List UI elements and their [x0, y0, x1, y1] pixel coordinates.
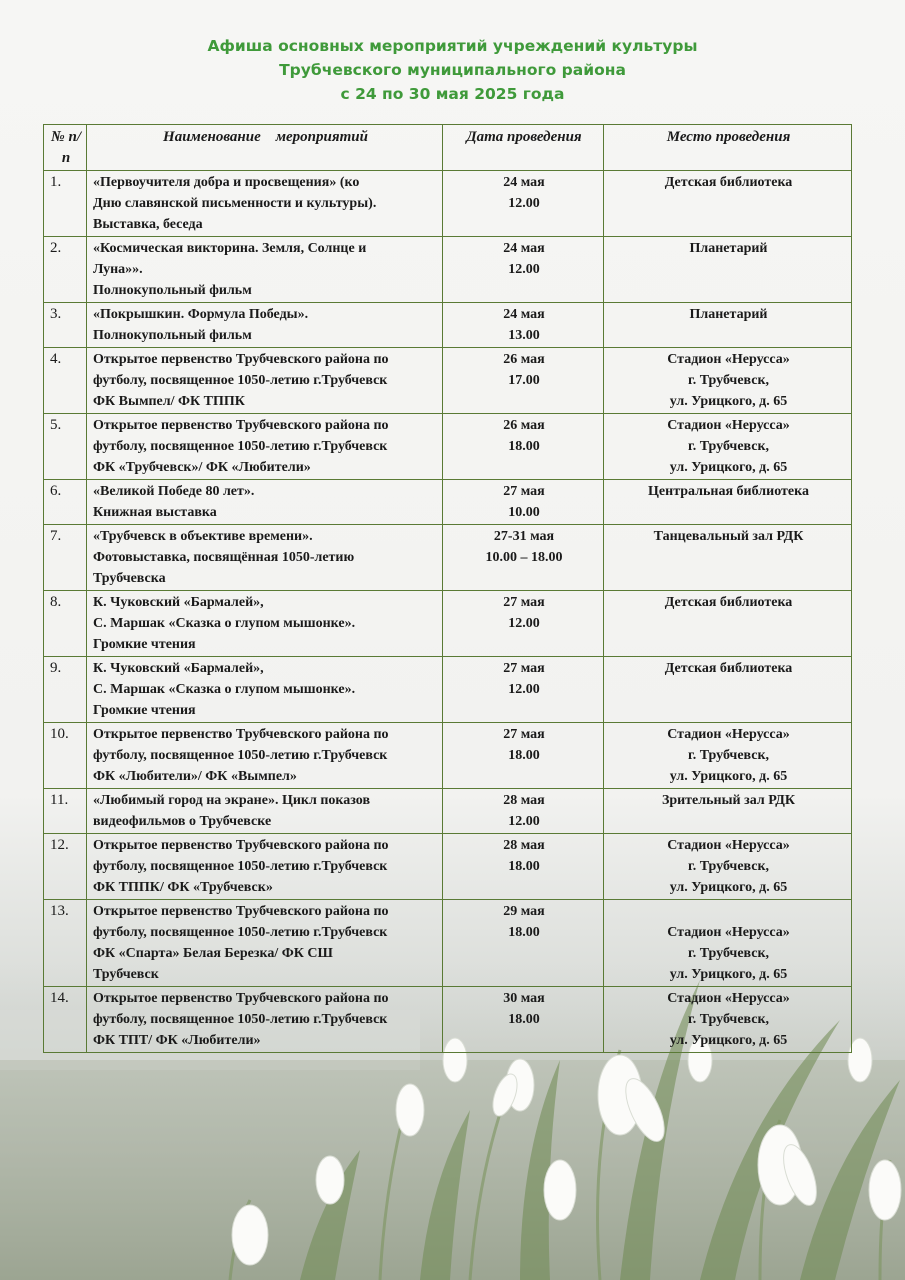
- event-date: 26 мая 18.00: [443, 414, 604, 480]
- row-number: 12.: [44, 834, 87, 900]
- column-header-date: Дата проведения: [443, 125, 604, 171]
- row-number: 7.: [44, 525, 87, 591]
- column-header-place: Место проведения: [604, 125, 852, 171]
- table-row: [44, 525, 852, 591]
- row-number: 13.: [44, 900, 87, 987]
- table-row: [44, 987, 852, 1053]
- event-place: Стадион «Нерусса» г. Трубчевск, ул. Урицкого, д. 65: [604, 834, 852, 900]
- event-date: 27 мая 12.00: [443, 591, 604, 657]
- event-place: Стадион «Нерусса» г. Трубчевск, ул. Урицкого, д. 65: [604, 414, 852, 480]
- event-date: 27 мая 12.00: [443, 657, 604, 723]
- row-number: 6.: [44, 480, 87, 525]
- row-number: 4.: [44, 348, 87, 414]
- events-table: [43, 124, 852, 1053]
- event-place: Стадион «Нерусса» г. Трубчевск, ул. Урицкого, д. 65: [604, 348, 852, 414]
- table-row: [44, 723, 852, 789]
- table-row: [44, 900, 852, 987]
- event-place: Зрительный зал РДК: [604, 789, 852, 834]
- event-name: «Космическая викторина. Земля, Солнце и Луна»». Полнокупольный фильм: [87, 237, 443, 303]
- table-row: [44, 591, 852, 657]
- table-row: [44, 171, 852, 237]
- event-name: К. Чуковский «Бармалей», С. Маршак «Сказка о глупом мышонке». Громкие чтения: [87, 591, 443, 657]
- table-row: [44, 303, 852, 348]
- event-date: 24 мая 13.00: [443, 303, 604, 348]
- event-date: 27 мая 18.00: [443, 723, 604, 789]
- row-number: 1.: [44, 171, 87, 237]
- row-number: 11.: [44, 789, 87, 834]
- title-line-3: с 24 по 30 мая 2025 года: [340, 85, 565, 103]
- table-row: [44, 480, 852, 525]
- row-number: 3.: [44, 303, 87, 348]
- row-number: 2.: [44, 237, 87, 303]
- column-header-number: № п/п: [44, 125, 87, 171]
- event-name: Открытое первенство Трубчевского района по футболу, посвященное 1050-летию г.Трубчевск ФК ТПТ/ ФК «Любители»: [87, 987, 443, 1053]
- event-place: Планетарий: [604, 237, 852, 303]
- table-row: [44, 834, 852, 900]
- table-row: [44, 414, 852, 480]
- row-number: 9.: [44, 657, 87, 723]
- table-row: [44, 237, 852, 303]
- event-name: Открытое первенство Трубчевского района по футболу, посвященное 1050-летию г.Трубчевск ФК «Спарта» Белая Березка/ ФК СШ Трубчевск: [87, 900, 443, 987]
- event-place: Танцевальный зал РДК: [604, 525, 852, 591]
- event-place: Детская библиотека: [604, 591, 852, 657]
- event-date: 24 мая 12.00: [443, 237, 604, 303]
- row-number: 14.: [44, 987, 87, 1053]
- event-name: «Первоучителя добра и просвещения» (ко Дню славянской письменности и культуры). Выставка, беседа: [87, 171, 443, 237]
- event-place: Стадион «Нерусса» г. Трубчевск, ул. Урицкого, д. 65: [604, 900, 852, 987]
- event-place: Детская библиотека: [604, 171, 852, 237]
- event-place: Стадион «Нерусса» г. Трубчевск, ул. Урицкого, д. 65: [604, 987, 852, 1053]
- event-name: Открытое первенство Трубчевского района по футболу, посвященное 1050-летию г.Трубчевск ФК «Любители»/ ФК «Вымпел»: [87, 723, 443, 789]
- event-date: 26 мая 17.00: [443, 348, 604, 414]
- event-name: Открытое первенство Трубчевского района по футболу, посвященное 1050-летию г.Трубчевск ФК «Трубчевск»/ ФК «Любители»: [87, 414, 443, 480]
- title-line-1: Афиша основных мероприятий учреждений культуры: [207, 37, 698, 55]
- event-name: Открытое первенство Трубчевского района по футболу, посвященное 1050-летию г.Трубчевск ФК Вымпел/ ФК ТППК: [87, 348, 443, 414]
- table-header-row: [44, 125, 852, 171]
- event-name: К. Чуковский «Бармалей», С. Маршак «Сказка о глупом мышонке». Громкие чтения: [87, 657, 443, 723]
- event-name: Открытое первенство Трубчевского района по футболу, посвященное 1050-летию г.Трубчевск ФК ТППК/ ФК «Трубчевск»: [87, 834, 443, 900]
- table-row: [44, 348, 852, 414]
- event-date: 24 мая 12.00: [443, 171, 604, 237]
- row-number: 10.: [44, 723, 87, 789]
- event-place: Детская библиотека: [604, 657, 852, 723]
- event-date: 28 мая 12.00: [443, 789, 604, 834]
- title-line-2: Трубчевского муниципального района: [279, 61, 626, 79]
- event-place: Центральная библиотека: [604, 480, 852, 525]
- page-title: [0, 34, 905, 106]
- column-header-name: Наименование мероприятий: [87, 125, 443, 171]
- event-name: «Великой Победе 80 лет». Книжная выставка: [87, 480, 443, 525]
- event-place: Стадион «Нерусса» г. Трубчевск, ул. Урицкого, д. 65: [604, 723, 852, 789]
- table-row: [44, 657, 852, 723]
- event-date: 29 мая 18.00: [443, 900, 604, 987]
- event-place: Планетарий: [604, 303, 852, 348]
- event-date: 30 мая 18.00: [443, 987, 604, 1053]
- event-name: «Трубчевск в объективе времени». Фотовыставка, посвящённая 1050-летию Трубчевска: [87, 525, 443, 591]
- table-row: [44, 789, 852, 834]
- row-number: 5.: [44, 414, 87, 480]
- event-date: 28 мая 18.00: [443, 834, 604, 900]
- event-name: «Покрышкин. Формула Победы». Полнокупольный фильм: [87, 303, 443, 348]
- event-date: 27-31 мая 10.00 – 18.00: [443, 525, 604, 591]
- row-number: 8.: [44, 591, 87, 657]
- event-date: 27 мая 10.00: [443, 480, 604, 525]
- event-name: «Любимый город на экране». Цикл показов видеофильмов о Трубчевске: [87, 789, 443, 834]
